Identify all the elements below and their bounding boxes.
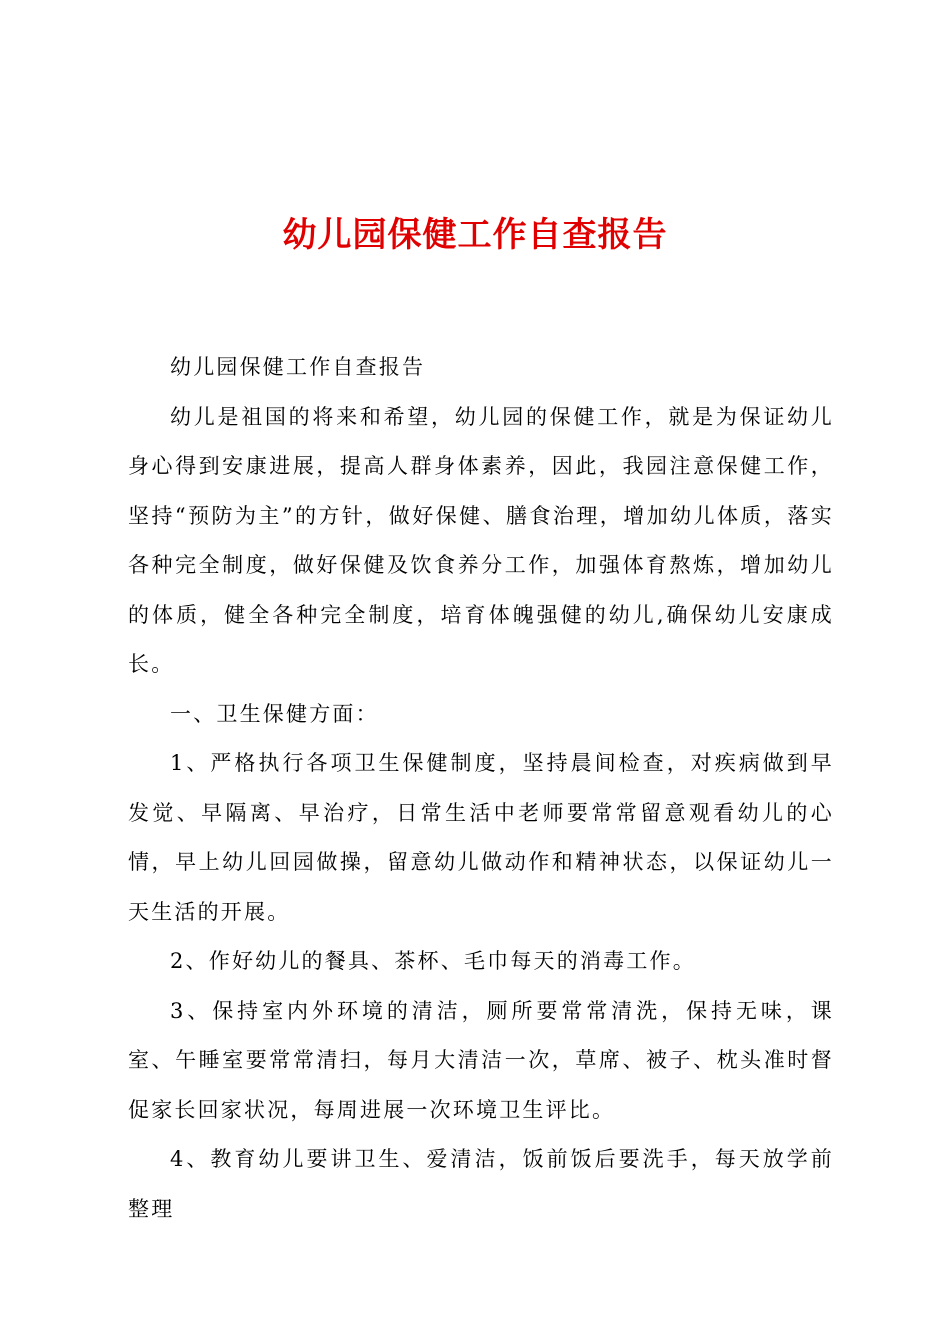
- paragraph-item-4: 4、教育幼儿要讲卫生、爱清洁，饭前饭后要洗手，每天放学前整理: [128, 1147, 834, 1221]
- paragraph-item-1: 1、严格执行各项卫生保健制度，坚持晨间检查，对疾病做到早发觉、早隔离、早治疗，日常生活中老师要常常留意观看幼儿的心情，早上幼儿回园做操，留意幼儿做动作和精神状态，以保证幼儿一天生活的开展。: [128, 751, 834, 924]
- paragraph-item-3: 3、保持室内外环境的清洁，厕所要常常清洗，保持无味，课室、午睡室要常常清扫，每月大清洁一次，草席、被子、枕头准时督促家长回家状况，每周进展一次环境卫生评比。: [128, 998, 834, 1122]
- document-title: 幼儿园保健工作自查报告: [282, 215, 668, 255]
- paragraph-intro: 幼儿是祖国的将来和希望，幼儿园的保健工作，就是为保证幼儿身心得到安康进展，提高人群身体素养，因此，我园注意保健工作，坚持“预防为主”的方针，做好保健、膳食治理，增加幼儿体质，落实各种完全制度，做好保健及饮食养分工作，加强体育熬炼，增加幼儿的体质，健全各种完全制度，培育体魄强健的幼儿,确保幼儿安康成长。: [128, 404, 834, 676]
- paragraph-item-2: 2、作好幼儿的餐具、茶杯、毛巾每天的消毒工作。: [170, 949, 696, 973]
- document-body: [128, 343, 834, 1234]
- section-heading-hygiene: 一、卫生保健方面：: [170, 701, 379, 726]
- paragraph-subtitle: 幼儿园保健工作自查报告: [170, 355, 426, 379]
